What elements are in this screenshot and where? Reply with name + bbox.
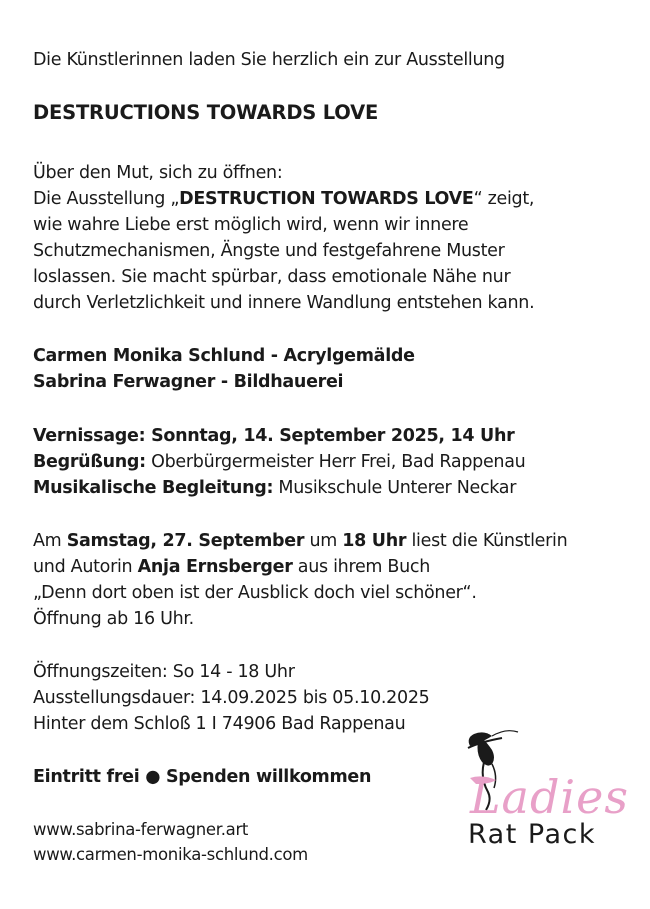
website-link-2[interactable]: www.carmen-monika-schlund.com	[33, 845, 308, 864]
opening-hours: Öffnungszeiten: So 14 - 18 Uhr	[33, 662, 295, 682]
description-line-6: durch Verletzlichkeit und innere Wandlung entstehen kann.	[33, 293, 535, 313]
admission-info: Eintritt frei ● Spenden willkommen	[33, 767, 372, 787]
reading-line-1	[33, 528, 567, 554]
exhibition-title: DESTRUCTIONS TOWARDS LOVE	[33, 101, 379, 124]
logo-ladies-text: Ladies	[470, 770, 629, 824]
music-label: Musikalische Begleitung:	[33, 478, 274, 498]
reading-text: Am	[33, 531, 67, 551]
artist-1: Carmen Monika Schlund - Acrylgemälde	[33, 346, 415, 366]
description-line-2	[33, 186, 534, 212]
reading-date: Samstag, 27. September	[66, 531, 305, 551]
logo-ratpack-text: Rat Pack	[468, 819, 596, 850]
artist-2: Sabrina Ferwagner - Bildhauerei	[33, 372, 344, 392]
description-line-2-prefix: Die Ausstellung „	[33, 189, 180, 209]
greeting-value: Oberbürgermeister Herr Frei, Bad Rappenau	[145, 452, 526, 472]
reading-time: 18 Uhr	[342, 531, 407, 551]
vernissage-date: Vernissage: Sonntag, 14. September 2025, 14 Uhr	[33, 426, 515, 446]
exhibition-duration: Ausstellungsdauer: 14.09.2025 bis 05.10.2025	[33, 688, 430, 708]
reading-author: Anja Ernsberger	[137, 557, 293, 577]
greeting-line	[33, 449, 525, 475]
description-line-2-suffix: “ zeigt,	[473, 189, 535, 209]
reading-book-title: „Denn dort oben ist der Ausblick doch viel schöner“.	[33, 583, 477, 603]
address: Hinter dem Schloß 1 I 74906 Bad Rappenau	[33, 714, 406, 734]
description-line-1: Über den Mut, sich zu öffnen:	[33, 163, 283, 183]
music-line	[33, 475, 516, 501]
greeting-label: Begrüßung:	[33, 452, 146, 472]
reading-text: und Autorin	[33, 557, 138, 577]
reading-opening: Öffnung ab 16 Uhr.	[33, 609, 194, 629]
description-exhibition-name: DESTRUCTION TOWARDS LOVE	[179, 189, 474, 209]
music-value: Musikschule Unterer Neckar	[273, 478, 517, 498]
reading-line-2	[33, 554, 430, 580]
description-line-5: loslassen. Sie macht spürbar, dass emotionale Nähe nur	[33, 267, 511, 287]
description-line-4: Schutzmechanismen, Ängste und festgefahrene Muster	[33, 241, 505, 261]
invitation-text: Die Künstlerinnen laden Sie herzlich ein zur Ausstellung	[33, 50, 505, 70]
ladies-rat-pack-logo	[462, 718, 632, 858]
reading-text: aus ihrem Buch	[292, 557, 431, 577]
website-link-1[interactable]: www.sabrina-ferwagner.art	[33, 820, 249, 839]
reading-text: um	[304, 531, 343, 551]
reading-text: liest die Künstlerin	[406, 531, 568, 551]
description-line-3: wie wahre Liebe erst möglich wird, wenn wir innere	[33, 215, 469, 235]
